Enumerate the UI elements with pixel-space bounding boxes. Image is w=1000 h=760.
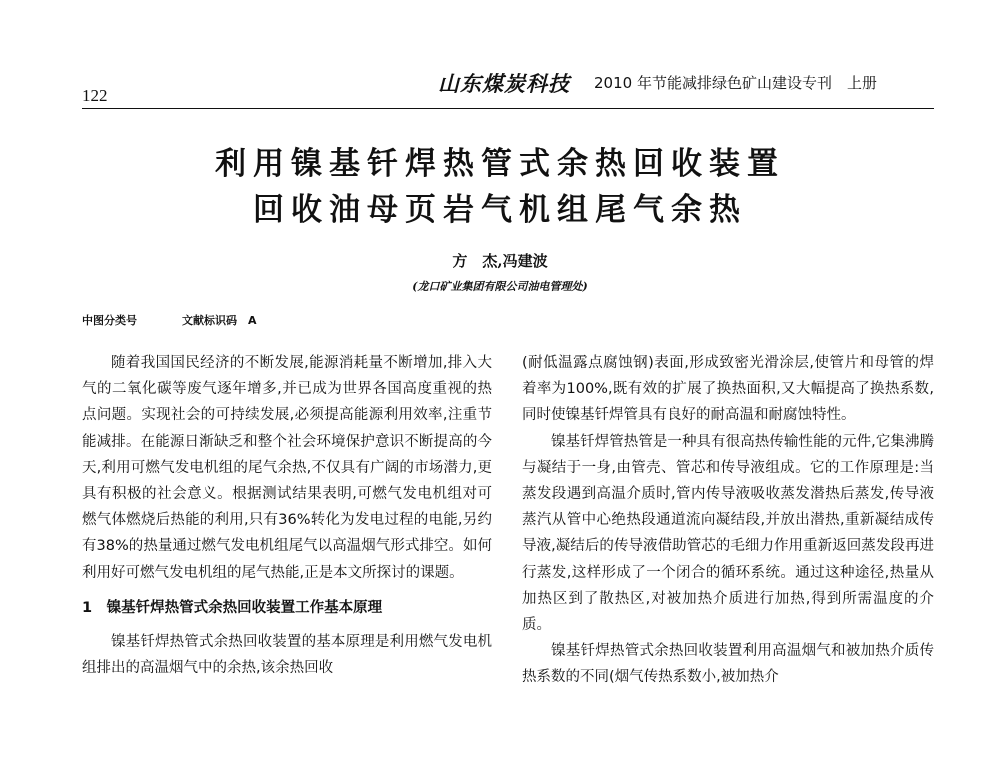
left-paragraph-2: 镍基钎焊热管式余热回收装置的基本原理是利用燃气发电机组排出的高温烟气中的余热,该余热回收 <box>82 634 492 677</box>
journal-logo: 山东煤炭科技 <box>438 71 570 96</box>
doc-id-label: 文献标识码 A <box>182 314 257 327</box>
authors: 方 杰,冯建波 <box>452 252 548 270</box>
issue-info: 2010 年节能减排绿色矿山建设专刊 上册 <box>594 74 877 92</box>
classification-label: 中图分类号 <box>82 314 137 327</box>
right-paragraph-2: 镍基钎焊管热管是一种具有很高热传输性能的元件,它集沸腾与凝结于一身,由管壳、管芯和传导液组成。它的工作原理是:当蒸发段遇到高温介质时,管内传导液吸收蒸发潜热后蒸发,传导液蒸汽从管中心绝热段通道流向凝结段,并放出潜热,重新凝结成传导液,凝结后的传导液借助管芯的毛细力作用重新返回蒸发段再进行蒸发,这样形成了一个闭合的循环系统。通过这种途径,热量从加热区到了散热区,对被加热介质进行加热,得到所需温度的介质。 <box>522 433 934 634</box>
left-paragraph-1: 随着我国国民经济的不断发展,能源消耗量不断增加,排入大气的二氧化碳等废气逐年增多,并已成为世界各国高度重视的热点问题。实现社会的可持续发展,必须提高能源利用效率,注重节能减排。在能源日渐缺乏和整个社会环境保护意识不断提高的今天,利用可燃气发电机组的尾气余热,不仅具有广阔的市场潜力,更具有积极的社会意义。根据测试结果表明,可燃气发电机组对可燃气体燃烧后热能的利用,只有36%转化为发电过程的电能,另约有38%的热量通过燃气发电机组尾气以高温烟气形式排空。如何利用好可燃气发电机组的尾气热能,正是本文所探讨的课题。 <box>82 355 492 581</box>
right-column <box>522 350 934 691</box>
header-rule <box>82 108 934 109</box>
affiliation: (龙口矿业集团有限公司油电管理处) <box>412 280 588 293</box>
page-number: 122 <box>82 86 108 105</box>
right-paragraph-1: (耐低温露点腐蚀钢)表面,形成致密光滑涂层,使管片和母管的焊着率为100%,既有效的扩展了换热面积,又大幅提高了换热系数,同时使镍基钎焊管具有良好的耐高温和耐腐蚀特性。 <box>522 355 934 424</box>
article-title-line1: 利用镍基钎焊热管式余热回收装置 <box>215 146 785 182</box>
article-title-line2: 回收油母页岩气机组尾气余热 <box>253 192 747 228</box>
left-column <box>82 350 492 681</box>
right-paragraph-3: 镍基钎焊热管式余热回收装置利用高温烟气和被加热介质传热系数的不同(烟气传热系数小,被加热介 <box>522 643 934 686</box>
section-heading-1: 1 镍基钎焊热管式余热回收装置工作基本原理 <box>82 599 383 616</box>
